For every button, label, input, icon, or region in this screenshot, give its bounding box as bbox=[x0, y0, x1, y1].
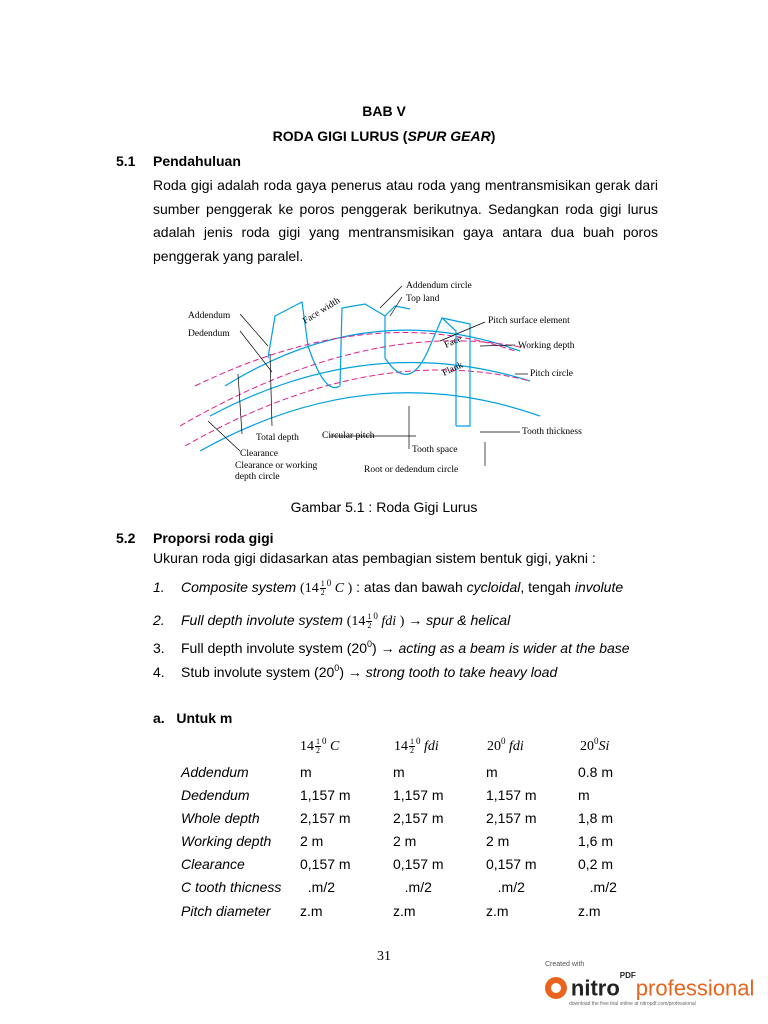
tooth-space-left bbox=[308, 346, 340, 388]
table-header-3: $20^0$ fdi bbox=[487, 736, 524, 754]
label-flank: Flank bbox=[441, 360, 465, 379]
addendum-dimension bbox=[270, 354, 272, 426]
label-addendum-circle: Addendum circle bbox=[406, 281, 472, 291]
tooth-middle-top bbox=[385, 306, 410, 316]
pitch-circle-dashed bbox=[195, 332, 515, 386]
addendum-arc bbox=[225, 330, 520, 386]
chapter-label: BAB V bbox=[362, 103, 406, 119]
label-total-depth: Total depth bbox=[256, 433, 299, 443]
label-clearance: Clearance bbox=[240, 449, 278, 459]
label-dedendum: Dedendum bbox=[188, 329, 230, 339]
label-root-circle: Root or dedendum circle bbox=[364, 465, 459, 475]
table-heading: a. Untuk m bbox=[153, 710, 233, 726]
label-tooth-space: Tooth space bbox=[412, 445, 458, 455]
list-item: 1. Composite system (14 $\frac{1}{2}$ $^0$ C ) : atas dan bawah cycloidal, tengah involute bbox=[153, 578, 624, 598]
label-working-depth: Working depth bbox=[518, 341, 575, 351]
inner-arc bbox=[200, 393, 540, 451]
clearance-dimension bbox=[208, 421, 240, 451]
label-pitch-surface-element: Pitch surface element bbox=[488, 316, 570, 326]
table-header-2: 14 $\frac{1}{2}$ $^0$ fdi bbox=[394, 736, 439, 756]
tooth-middle bbox=[340, 304, 385, 386]
label-tooth-thickness: Tooth thickness bbox=[522, 427, 582, 437]
title-close: ) bbox=[490, 128, 496, 144]
section-number-5-2: 5.2 bbox=[116, 530, 136, 546]
addendum-leader bbox=[240, 314, 268, 346]
nitro-logo-icon bbox=[545, 977, 567, 999]
nitro-logo: nitro$^{PDF}$professional bbox=[545, 971, 765, 1001]
spur-gear-diagram bbox=[180, 276, 600, 486]
table-header-1: 14 $\frac{1}{2}$ $^0$ C bbox=[300, 736, 340, 756]
created-with-label: Created with bbox=[545, 961, 585, 968]
page-number: 31 bbox=[377, 949, 391, 964]
section-5-1-paragraph: Roda gigi adalah roda gaya penerus atau roda yang mentransmisikan gerak dari sumber penggerak ke poros penggerak berikutnya. Sedangkan roda gigi lurus adalah jenis roda gigi yang mentransmisikan gaya antara dua buah poros penggerak yang paralel. bbox=[153, 177, 658, 264]
addendum-circle-leader bbox=[380, 286, 402, 308]
root-arc bbox=[210, 362, 530, 416]
total-depth-dimension bbox=[238, 374, 242, 434]
table-header-4: $20^0Si$ bbox=[580, 736, 610, 754]
title-text: RODA GIGI LURUS ( bbox=[272, 128, 408, 144]
label-top-land: Top land bbox=[406, 294, 440, 304]
label-face-width: Face width bbox=[301, 295, 343, 327]
label-clearance-working-1: Clearance or working bbox=[235, 461, 318, 471]
label-pitch-circle: Pitch circle bbox=[530, 369, 573, 379]
list-item: 2. Full depth involute system (14 $\frac{1}{2}$ $^0$ fdi ) → spur & helical bbox=[153, 611, 511, 631]
list-item: 3. Full depth involute system $(20^0)$ → acting as a beam is wider at the base bbox=[153, 639, 630, 656]
figure-caption: Gambar 5.1 : Roda Gigi Lurus bbox=[290, 499, 478, 515]
section-title-5-1: Pendahuluan bbox=[153, 153, 241, 169]
working-depth-leader bbox=[480, 345, 515, 346]
section-number-5-1: 5.1 bbox=[116, 153, 136, 169]
list-item: 4. Stub involute system $(20^0)$ → strong tooth to take heavy load bbox=[153, 663, 558, 680]
nitro-watermark[interactable] bbox=[545, 961, 765, 1021]
label-addendum: Addendum bbox=[188, 311, 231, 321]
section-title-5-2: Proporsi roda gigi bbox=[153, 530, 274, 546]
nitro-tagline: download the free trial online at nitropdf.com/professional bbox=[569, 1001, 696, 1008]
title-italic: SPUR GEAR bbox=[407, 128, 491, 144]
section-5-2-intro: Ukuran roda gigi didasarkan atas pembagian sistem bentuk gigi, yakni : bbox=[153, 550, 596, 566]
dedendum-leader bbox=[240, 331, 272, 372]
addendum-circle-dashed bbox=[180, 341, 525, 426]
chapter-title bbox=[0, 128, 768, 144]
label-circular-pitch: Circular pitch bbox=[322, 431, 375, 441]
label-face: Face bbox=[443, 334, 464, 351]
label-clearance-working-2: depth circle bbox=[235, 472, 280, 482]
